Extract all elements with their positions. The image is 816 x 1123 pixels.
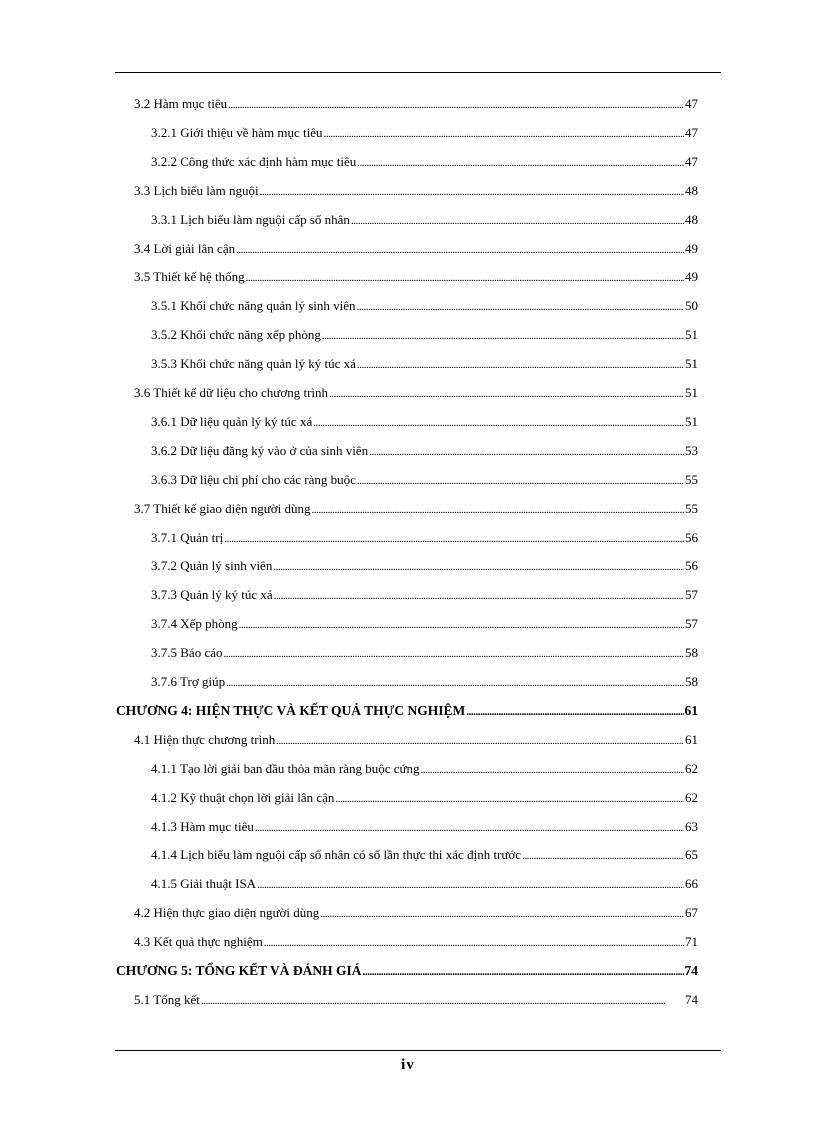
toc-entry-title: 3.7.4 Xếp phòng	[151, 616, 238, 632]
toc-entry-page: 49	[685, 240, 698, 256]
toc-entry[interactable]	[151, 585, 698, 605]
toc-entry-title: 3.7 Thiết kế giao diện người dùng	[134, 500, 311, 516]
dot-leader	[421, 759, 684, 780]
toc-entry-title: 3.5 Thiết kế hệ thống	[134, 269, 245, 285]
toc-entry[interactable]	[134, 499, 698, 519]
toc-entry-title: 3.6 Thiết kế dữ liệu cho chương trình	[134, 385, 329, 400]
dot-leader	[223, 643, 684, 664]
dot-leader	[260, 181, 684, 202]
toc-entry[interactable]	[134, 94, 698, 114]
toc-entry-page: 55	[685, 471, 698, 487]
toc-entry[interactable]	[151, 759, 698, 779]
toc-entry-title: 3.7.1 Quản trị	[151, 529, 224, 545]
toc-entry-page: 56	[685, 529, 698, 545]
toc-entry[interactable]	[134, 903, 698, 923]
toc-entry[interactable]	[134, 990, 698, 1010]
toc-entry[interactable]	[134, 730, 698, 750]
toc-entry-page: 55	[685, 500, 698, 516]
toc-entry[interactable]	[151, 325, 698, 345]
toc-entry-title: 3.7.3 Quản lý ký túc xá	[151, 587, 273, 603]
dot-leader	[246, 267, 684, 288]
toc-chapter-entry[interactable]	[116, 701, 698, 721]
toc-entry-page: 51	[685, 385, 698, 400]
toc-entry-title: 3.7.6 Trợ giúp	[151, 674, 226, 689]
toc-entry[interactable]	[151, 643, 698, 663]
toc-entry-title: 4.3 Kết quả thực nghiệm	[134, 934, 263, 950]
toc-chapter-entry[interactable]	[116, 961, 698, 981]
toc-entry-title: 3.6.3 Dữ liệu chi phí cho các ràng buộc	[151, 471, 356, 487]
toc-entry-page: 48	[685, 182, 698, 198]
dot-leader	[273, 556, 684, 577]
dot-leader	[226, 672, 684, 693]
dot-leader	[255, 817, 684, 838]
toc-entry-title: 4.2 Hiện thực giao diện người dùng	[134, 905, 320, 921]
toc-entry-page: 51	[685, 327, 698, 343]
toc-entry-page: 67	[685, 905, 698, 921]
dot-leader	[363, 961, 684, 982]
toc-entry-page: 47	[685, 153, 698, 169]
toc-entry-title: 3.2 Hàm mục tiêu	[134, 96, 228, 111]
dot-leader	[224, 528, 684, 549]
toc-entry[interactable]	[151, 412, 698, 432]
toc-entry-page: 57	[685, 616, 698, 632]
dot-leader	[312, 499, 684, 520]
toc-entry-page: 48	[685, 211, 698, 227]
toc-entry[interactable]	[134, 932, 698, 952]
toc-entry-page: 74	[685, 991, 698, 1007]
toc-entry-title: 3.4 Lời giải lân cận	[134, 240, 236, 256]
toc-entry-title: 3.5.2 Khối chức năng xếp phòng	[151, 327, 321, 343]
toc-entry-page: 47	[685, 124, 698, 140]
toc-entry-page: 47	[685, 96, 698, 111]
dot-leader	[201, 990, 684, 1011]
toc-entry[interactable]	[134, 383, 698, 403]
toc-entry[interactable]	[151, 528, 698, 548]
toc-entry-title: 4.1.2 Kỹ thuật chọn lời giải lân cận	[151, 789, 335, 805]
toc-entry-page: 57	[685, 587, 698, 603]
toc-entry[interactable]	[151, 152, 698, 172]
toc-entry[interactable]	[151, 788, 698, 808]
toc-entry[interactable]	[134, 181, 698, 201]
dot-leader	[357, 296, 684, 317]
toc-entry[interactable]	[151, 354, 698, 374]
dot-leader	[239, 614, 684, 635]
dot-leader	[522, 845, 684, 866]
dot-leader	[351, 210, 684, 231]
toc-entry-title: 3.6.2 Dữ liệu đăng ký vào ở của sinh viên	[151, 442, 369, 458]
toc-entry-page: 66	[685, 876, 698, 892]
toc-entry-title: 4.1.3 Hàm mục tiêu	[151, 818, 254, 834]
toc-entry-title: 3.5.3 Khối chức năng quản lý ký túc xá	[151, 356, 356, 372]
toc-entry[interactable]	[151, 470, 698, 490]
toc-entry-page: 58	[685, 674, 698, 689]
dot-leader	[320, 903, 684, 924]
toc-entry-title: CHƯƠNG 4: HIỆN THỰC VÀ KẾT QUẢ THỰC NGHIỆM	[116, 702, 466, 718]
toc-entry[interactable]	[151, 556, 698, 576]
toc-entry[interactable]	[151, 614, 698, 634]
toc-entry-title: 3.6.1 Dữ liệu quản lý ký túc xá	[151, 413, 313, 429]
dot-leader	[313, 412, 684, 433]
dot-leader	[257, 874, 684, 895]
toc-entry-title: CHƯƠNG 5: TỔNG KẾT VÀ ĐÁNH GIÁ	[116, 963, 362, 978]
dot-leader	[357, 470, 684, 491]
dot-leader	[335, 788, 684, 809]
dot-leader	[276, 730, 684, 751]
footer-rule	[115, 1050, 721, 1051]
toc-entry[interactable]	[151, 123, 698, 143]
toc-entry-page: 74	[684, 963, 698, 978]
toc-entry-page: 62	[685, 789, 698, 805]
toc-entry-page: 71	[685, 934, 698, 950]
toc-entry[interactable]	[134, 267, 698, 287]
toc-entry-page: 51	[685, 356, 698, 372]
toc-entry-page: 50	[685, 298, 698, 314]
dot-leader	[324, 123, 684, 144]
dot-leader	[357, 152, 684, 173]
toc-entry[interactable]	[151, 845, 698, 865]
toc-entry-page: 65	[685, 847, 698, 863]
toc-entry[interactable]	[151, 296, 698, 316]
toc-entry-title: 4.1.4 Lịch biểu làm nguội cấp số nhân có số lần thực thi xác định trước	[151, 847, 522, 863]
toc-entry-title: 3.5.1 Khối chức năng quản lý sinh viên	[151, 298, 356, 314]
toc-entry-title: 4.1.5 Giải thuật ISA	[151, 876, 257, 892]
toc-entry-page: 49	[685, 269, 698, 285]
toc-entry[interactable]	[134, 239, 698, 259]
toc-entry[interactable]	[151, 210, 698, 230]
toc-entry-page: 51	[685, 413, 698, 429]
page-number: iv	[401, 1057, 415, 1073]
toc-entry-page: 58	[685, 645, 698, 661]
dot-leader	[228, 94, 684, 115]
dot-leader	[274, 585, 684, 606]
toc-entry-page: 62	[685, 760, 698, 776]
toc-entry[interactable]	[151, 817, 698, 837]
toc-entry[interactable]	[151, 672, 698, 692]
toc-entry-title: 3.3 Lịch biểu làm nguội	[134, 182, 259, 198]
toc-entry[interactable]	[151, 874, 698, 894]
toc-entry-page: 61	[684, 702, 698, 718]
toc-entry-page: 53	[685, 442, 698, 458]
toc-entry-page: 61	[685, 731, 698, 747]
toc-entry-title: 4.1 Hiện thực chương trình	[134, 731, 276, 747]
toc-entry-title: 3.2.1 Giới thiệu về hàm mục tiêu	[151, 124, 323, 140]
toc-entry-title: 3.3.1 Lịch biểu làm nguội cấp số nhân	[151, 211, 350, 227]
toc-entry-page: 63	[685, 818, 698, 834]
dot-leader	[369, 441, 684, 462]
toc-entry[interactable]	[151, 441, 698, 461]
toc-entry-title: 3.7.5 Báo cáo	[151, 645, 223, 661]
dot-leader	[322, 325, 684, 346]
toc-entry-title: 3.2.2 Công thức xác định hàm mục tiêu	[151, 153, 357, 169]
toc-entry-title: 4.1.1 Tạo lời giải ban đầu thỏa mãn ràng buộc cứng	[151, 760, 420, 776]
dot-leader	[236, 239, 684, 260]
dot-leader	[329, 383, 684, 404]
dot-leader	[264, 932, 684, 953]
toc-entry-title: 5.1 Tổng kết	[134, 991, 200, 1007]
toc-entry-title: 3.7.2 Quản lý sinh viên	[151, 558, 273, 574]
toc-entry-page: 56	[685, 558, 698, 574]
dot-leader	[466, 701, 683, 722]
dot-leader	[357, 354, 684, 375]
